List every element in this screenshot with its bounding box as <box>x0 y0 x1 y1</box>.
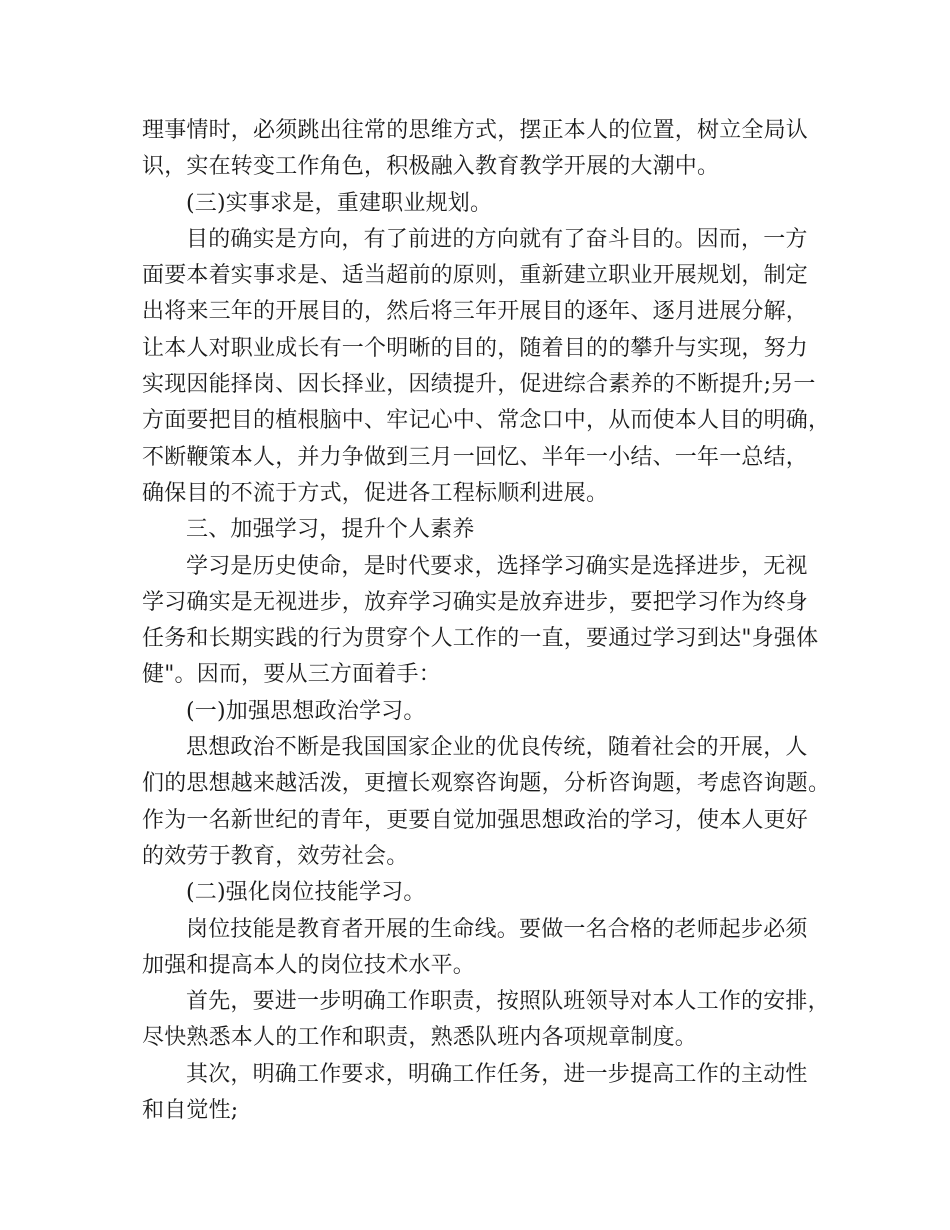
text-line: 首先，要进一步明确工作职责，按照队班领导对本人工作的安排， <box>186 989 830 1015</box>
text-line: 的效劳于教育，效劳社会。 <box>142 843 409 869</box>
text-line: 目的确实是方向，有了前进的方向就有了奋斗目的。因而，一方 <box>186 226 808 252</box>
text-line: 作为一名新世纪的青年，更要自觉加强思想政治的学习，使本人更好 <box>142 807 809 833</box>
text-line: 思想政治不断是我国国家企业的优良传统，随着社会的开展，人 <box>186 735 808 761</box>
text-line: 们的思想越来越活泼，更擅长观察咨询题，分析咨询题，考虑咨询题。 <box>142 771 831 797</box>
text-line: 健"。因而，要从三方面着手： <box>142 662 441 688</box>
text-line: 岗位技能是教育者开展的生命线。要做一名合格的老师起步必须 <box>186 916 808 942</box>
text-line: 确保目的不流于方式，促进各工程标顺利进展。 <box>142 480 609 506</box>
text-line: (三)实事求是，重建职业规划。 <box>186 190 493 216</box>
text-line: 不断鞭策本人，并力争做到三月一回忆、半年一小结、一年一总结， <box>142 444 809 470</box>
text-line: 任务和长期实践的行为贯穿个人工作的一直，要通过学习到达"身强体 <box>142 626 819 652</box>
text-line: 让本人对职业成长有一个明晰的目的，随着目的的攀升与实现，努力 <box>142 335 809 361</box>
text-line: (二)强化岗位技能学习。 <box>186 880 426 906</box>
text-line: (一)加强思想政治学习。 <box>186 698 426 724</box>
text-line: 加强和提高本人的岗位技术水平。 <box>142 952 476 978</box>
text-line: 面要本着实事求是、适当超前的原则，重新建立职业开展规划，制定 <box>142 263 809 289</box>
text-line: 和自觉性; <box>142 1098 239 1124</box>
text-line: 实现因能择岗、因长择业，因绩提升，促进综合素养的不断提升;另一 <box>142 372 816 398</box>
document-body <box>142 113 832 1129</box>
text-line: 识，实在转变工作角色，积极融入教育教学开展的大潮中。 <box>142 154 720 180</box>
text-line: 其次，明确工作要求，明确工作任务，进一步提高工作的主动性 <box>186 1061 808 1087</box>
text-line: 尽快熟悉本人的工作和职责，熟悉队班内各项规章制度。 <box>142 1025 698 1051</box>
text-line: 三、加强学习，提升个人素养 <box>186 517 475 543</box>
text-line: 学习是历史使命，是时代要求，选择学习确实是选择进步，无视 <box>186 553 808 579</box>
text-line: 理事情时，必须跳出往常的思维方式，摆正本人的位置，树立全局认 <box>142 118 809 143</box>
text-line: 方面要把目的植根脑中、牢记心中、常念口中，从而使本人目的明确， <box>142 408 831 434</box>
text-line: 学习确实是无视进步，放弃学习确实是放弃进步，要把学习作为终身 <box>142 589 809 615</box>
text-line: 出将来三年的开展目的，然后将三年开展目的逐年、逐月进展分解， <box>142 299 809 325</box>
